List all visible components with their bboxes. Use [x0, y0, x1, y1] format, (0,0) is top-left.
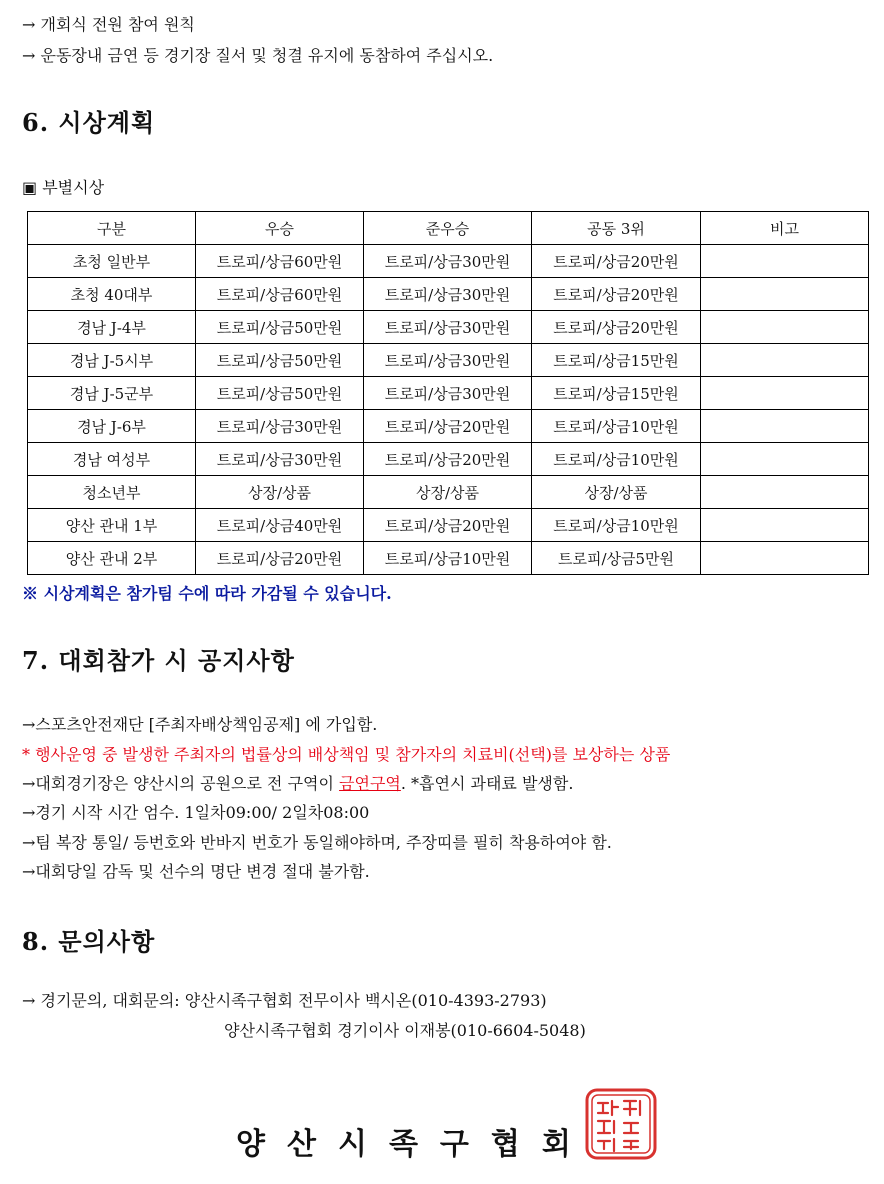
cell-runner-up: 트로피/상금30만원 — [364, 344, 532, 377]
notice-insurance-detail: * 행사운영 중 발생한 주최자의 법률상의 배상책임 및 참가자의 치료비(선택)를 보상하는 상품 — [22, 745, 671, 764]
contact-line-1: → 경기문의, 대회문의: 양산시족구협회 전무이사 백시온(010-4393-2793) — [22, 991, 547, 1010]
cell-remarks — [701, 443, 869, 476]
cell-winner: 트로피/상금30만원 — [196, 443, 364, 476]
cell-winner: 트로피/상금50만원 — [196, 311, 364, 344]
section8-heading: 8. 문의사항 — [22, 927, 156, 956]
table-row — [28, 278, 869, 311]
table-row — [28, 245, 869, 278]
section6-subheading: ▣ 부별시상 — [22, 178, 105, 197]
cell-runner-up: 트로피/상금30만원 — [364, 377, 532, 410]
cell-winner: 트로피/상금50만원 — [196, 344, 364, 377]
cell-division: 경남 J-5시부 — [28, 344, 196, 377]
cell-division: 초청 일반부 — [28, 245, 196, 278]
cell-runner-up: 상장/상품 — [364, 476, 532, 509]
table-row — [28, 377, 869, 410]
notice-no-smoking-fine: . *흡연시 과태료 발생함. — [400, 774, 574, 793]
cell-division: 경남 J-4부 — [28, 311, 196, 344]
cell-remarks — [701, 509, 869, 542]
table-row — [28, 476, 869, 509]
table-header-row — [28, 212, 869, 245]
cell-runner-up: 트로피/상금10만원 — [364, 542, 532, 575]
notice-uniform: →팀 복장 통일/ 등번호와 반바지 번호가 동일해야하며, 주장띠를 필히 착용하여야 함. — [22, 833, 612, 852]
organization-name: 양산시족구협회 — [236, 1127, 593, 1162]
cell-third: 트로피/상금10만원 — [532, 443, 701, 476]
notice-no-smoking — [22, 771, 573, 794]
cell-winner: 트로피/상금60만원 — [196, 245, 364, 278]
cell-third: 트로피/상금20만원 — [532, 311, 701, 344]
cell-division: 경남 여성부 — [28, 443, 196, 476]
cell-winner: 트로피/상금20만원 — [196, 542, 364, 575]
cell-third: 트로피/상금5만원 — [532, 542, 701, 575]
contact-line-2: 양산시족구협회 경기이사 이재봉(010-6604-5048) — [224, 1021, 586, 1040]
cell-winner: 트로피/상금40만원 — [196, 509, 364, 542]
prize-plan-note: ※ 시상계획은 참가팀 수에 따라 가감될 수 있습니다. — [22, 584, 392, 603]
cell-remarks — [701, 542, 869, 575]
cell-third: 트로피/상금15만원 — [532, 377, 701, 410]
header-winner: 우승 — [196, 212, 364, 245]
cell-remarks — [701, 410, 869, 443]
cell-third: 트로피/상금20만원 — [532, 278, 701, 311]
cell-division: 청소년부 — [28, 476, 196, 509]
notice-roster: →대회당일 감독 및 선수의 명단 변경 절대 불가함. — [22, 862, 370, 881]
no-smoking-zone-label: 금연구역 — [339, 774, 401, 793]
cell-winner: 트로피/상금60만원 — [196, 278, 364, 311]
cell-third: 트로피/상금10만원 — [532, 410, 701, 443]
cell-remarks — [701, 245, 869, 278]
table-row — [28, 311, 869, 344]
cell-third: 트로피/상금10만원 — [532, 509, 701, 542]
cell-runner-up: 트로피/상금30만원 — [364, 245, 532, 278]
cell-remarks — [701, 311, 869, 344]
cell-runner-up: 트로피/상금30만원 — [364, 311, 532, 344]
table-row — [28, 542, 869, 575]
cell-division: 경남 J-6부 — [28, 410, 196, 443]
cell-winner: 상장/상품 — [196, 476, 364, 509]
header-runner-up: 준우승 — [364, 212, 532, 245]
section6-heading: 6. 시상계획 — [22, 108, 156, 137]
cell-third: 상장/상품 — [532, 476, 701, 509]
cell-remarks — [701, 377, 869, 410]
cell-remarks — [701, 344, 869, 377]
cell-division: 양산 관내 1부 — [28, 509, 196, 542]
cell-division: 양산 관내 2부 — [28, 542, 196, 575]
header-division: 구분 — [28, 212, 196, 245]
table-row — [28, 410, 869, 443]
intro-line-1: → 개회식 전원 참여 원칙 — [22, 15, 195, 34]
notice-no-smoking-text: →대회경기장은 양산시의 공원으로 전 구역이 — [22, 774, 340, 793]
cell-third: 트로피/상금20만원 — [532, 245, 701, 278]
notice-insurance: →스포츠안전재단 [주최자배상책임공제] 에 가입함. — [22, 715, 378, 734]
cell-division: 초청 40대부 — [28, 278, 196, 311]
cell-division: 경남 J-5군부 — [28, 377, 196, 410]
seal-stamp — [584, 1087, 658, 1161]
intro-line-2: → 운동장내 금연 등 경기장 질서 및 청결 유지에 동참하여 주십시오. — [22, 46, 494, 65]
section7-heading: 7. 대회참가 시 공지사항 — [22, 646, 295, 675]
prize-table — [27, 211, 869, 575]
cell-runner-up: 트로피/상금20만원 — [364, 410, 532, 443]
cell-winner: 트로피/상금30만원 — [196, 410, 364, 443]
table-row — [28, 443, 869, 476]
cell-remarks — [701, 278, 869, 311]
cell-winner: 트로피/상금50만원 — [196, 377, 364, 410]
cell-runner-up: 트로피/상금20만원 — [364, 443, 532, 476]
table-row — [28, 344, 869, 377]
header-remarks: 비고 — [701, 212, 869, 245]
header-third: 공동 3위 — [532, 212, 701, 245]
cell-third: 트로피/상금15만원 — [532, 344, 701, 377]
table-row — [28, 509, 869, 542]
cell-remarks — [701, 476, 869, 509]
cell-runner-up: 트로피/상금30만원 — [364, 278, 532, 311]
notice-start-time: →경기 시작 시간 엄수. 1일차09:00/ 2일차08:00 — [22, 803, 370, 822]
cell-runner-up: 트로피/상금20만원 — [364, 509, 532, 542]
